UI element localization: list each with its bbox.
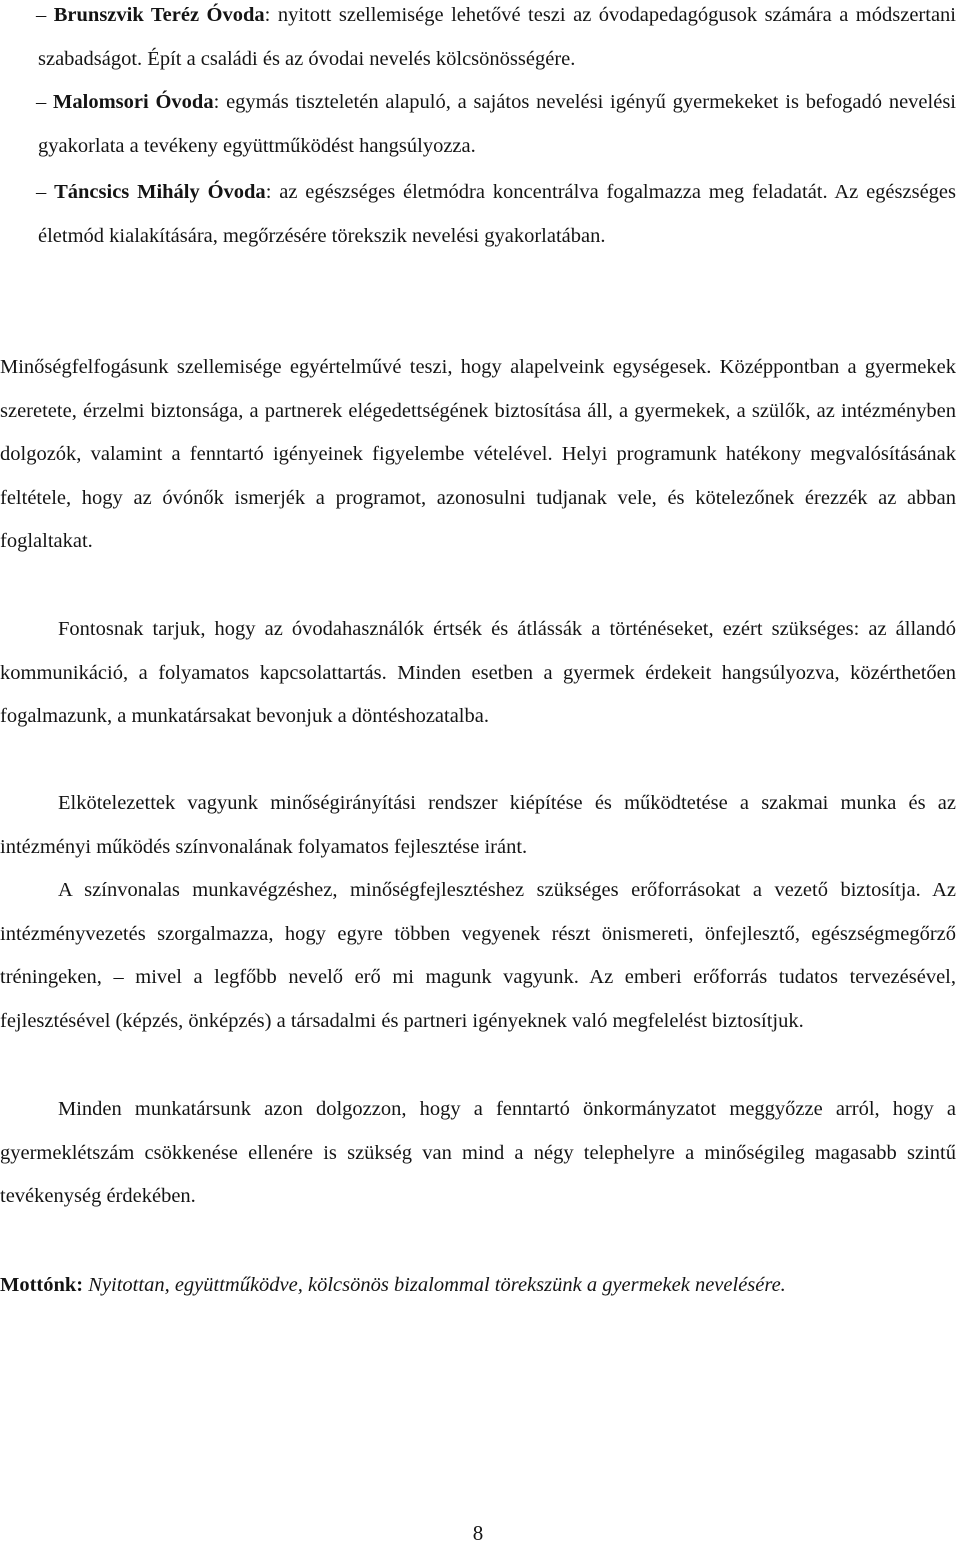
paragraph-communication: Fontosnak tarjuk, hogy az óvodahasználók értsék és átlássák a történéseket, ezért szükséges: az állandó kommunikáció, a folyamatos kapcsolattartás. Minden esetben a gyermek érdekeit hangsúlyozva, közérthetően fogalmazunk, a munkatársakat bevonjuk a döntéshozatalba. xyxy=(0,618,956,728)
page-number: 8 xyxy=(472,1521,484,1545)
list-dash: – xyxy=(36,91,47,113)
list-item-brunszvik xyxy=(38,0,956,81)
kindergarten-name: Brunszvik Teréz Óvoda xyxy=(53,4,265,26)
motto-label: Mottónk: xyxy=(0,1274,84,1296)
paragraph-staff-goal: Minden munkatársunk azon dolgozzon, hogy a fenntartó önkormányzatot meggyőzze arról, hogy a gyermeklétszám csökkenése ellenére is szükség van mind a négy telephelyre a minőségileg magasabb szintű tevékenység érdekében. xyxy=(0,1098,956,1208)
list-item-text: : az egészséges életmódra koncentrálva fogalmazza meg feladatát. Az egészséges életmód kialakítására, megőrzésére törekszik nevelési gyakorlatában. xyxy=(38,181,956,247)
motto-text: Nyitottan, együttműködve, kölcsönös bizalommal törekszünk a gyermekek nevelésére. xyxy=(88,1274,786,1296)
list-dash: – xyxy=(36,4,47,26)
kindergarten-name: Táncsics Mihály Óvoda xyxy=(54,181,266,203)
list-item-text: : nyitott szellemisége lehetővé teszi az óvodapedagógusok számára a módszertani szabadságot. Épít a családi és az óvodai nevelés kölcsönösségére. xyxy=(38,4,956,70)
paragraph-quality-management: Elkötelezettek vagyunk minőségirányítási rendszer kiépítése és működtetése a szakmai munka és az intézményi működés színvonalának folyamatos fejlesztése iránt. xyxy=(0,792,956,858)
paragraph-quality-concept: Minőségfelfogásunk szellemisége egyértelművé teszi, hogy alapelveink egységesek. Középpontban a gyermekek szeretete, érzelmi biztonsága, a partnerek elégedettségének biztosítása áll, a gyermekek, a szülők, az intézményben dolgozók, valamint a fenntartó igényeinek figyelembe vételével. Helyi programunk hatékony megvalósításának feltétele, hogy az óvónők ismerjék a programot, azonosulni tudjanak vele, és kötelezőnek érezzék az abban foglaltakat. xyxy=(0,356,956,553)
kindergarten-name: Malomsori Óvoda xyxy=(53,91,214,113)
motto xyxy=(0,1264,956,1308)
list-item-tancsics xyxy=(38,171,956,258)
list-dash: – xyxy=(36,181,47,203)
list-item-text: : egymás tiszteletén alapuló, a sajátos nevelési igényű gyermekeket is befogadó nevelési gyakorlata a tevékeny együttműködést hangsúlyozza. xyxy=(38,91,956,157)
paragraph-resources: A színvonalas munkavégzéshez, minőségfejlesztéshez szükséges erőforrásokat a vezető biztosítja. Az intézményvezetés szorgalmazza, hogy egyre többen vegyenek részt önismereti, önfejlesztő, egészségmegőrző tréningeken, – mivel a legfőbb nevelő erő mi magunk vagyunk. Az emberi erőforrás tudatos tervezésével, fejlesztésével (képzés, önképzés) a társadalmi és partneri igényeknek való megfelelést biztosítjuk. xyxy=(0,879,956,1032)
list-item-malomsori xyxy=(38,81,956,168)
